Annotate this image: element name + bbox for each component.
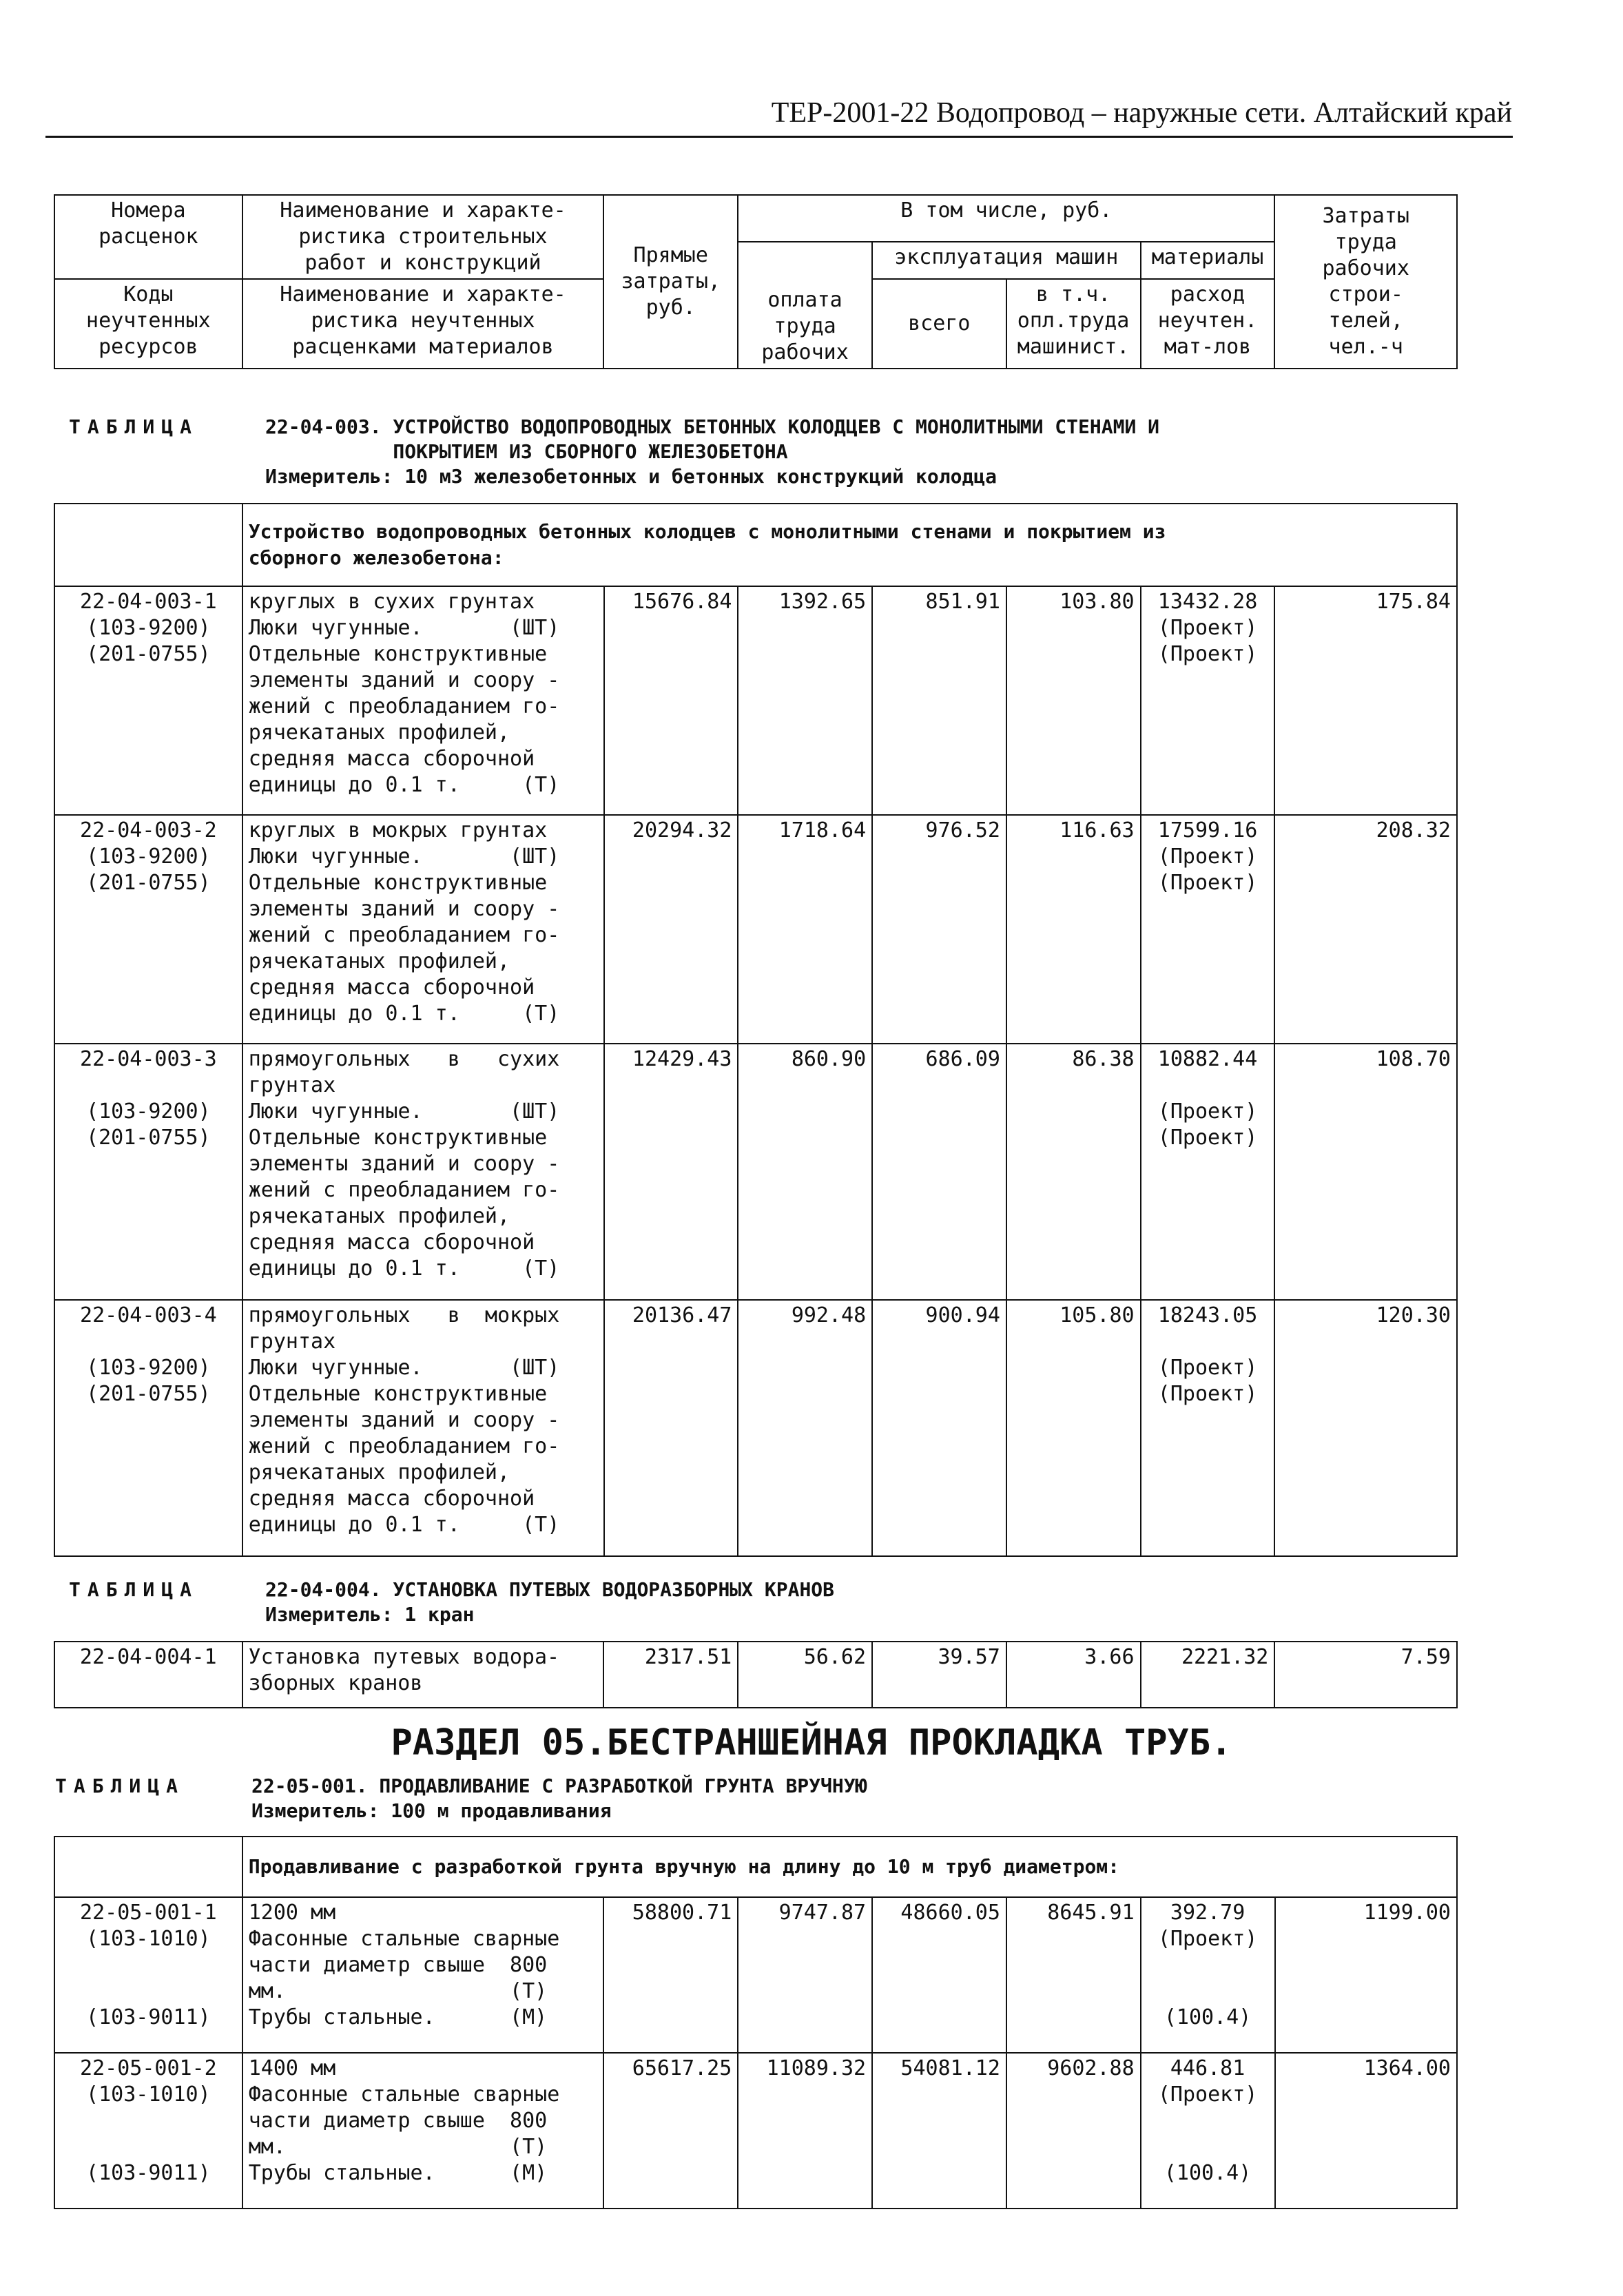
row-wages: 11089.32 [738,2053,872,2209]
row-name: прямоугольных в сухих грунтах Люки чугунные. (ШТ) Отдельные конструктивные элементы зданий и соору - жений с преобладанием го- рячекатаных профилей, средняя масса сборочной единицы до 0.1 т. (Т) [242,1044,604,1300]
row-materials: 17599.16 (Проект) (Проект) [1141,815,1275,1044]
col-name-bottom: Наименование и характе- ристика неучтенных расценками материалов [242,279,604,369]
table-unit: Измеритель: 1 кран [265,1603,475,1626]
table-row [54,1044,1457,1300]
col-machines: эксплуатация машин [872,242,1141,279]
row-machinist: 103.80 [1006,586,1141,815]
row-labor: 108.70 [1274,1044,1457,1300]
row-materials: 446.81 (Проект) (100.4) [1141,2053,1275,2209]
row-codes: 22-04-003-4 (103-9200) (201-0755) [54,1300,242,1556]
col-materials-sub: расход неучтен. мат-лов [1141,279,1275,369]
row-labor: 1199.00 [1275,1897,1458,2053]
row-name: Установка путевых водора- зборных кранов [242,1642,604,1708]
group-spacer [54,504,242,586]
row-wages: 992.48 [738,1300,872,1556]
row-machines: 686.09 [872,1044,1006,1300]
row-direct: 20294.32 [604,815,738,1044]
row-direct: 15676.84 [604,586,738,815]
row-name: круглых в сухих грунтах Люки чугунные. (ШТ) Отдельные конструктивные элементы зданий и соору - жений с преобладанием го- рячекатаных профилей, средняя масса сборочной единицы до 0.1 т. (Т) [242,586,604,815]
table-row [54,815,1457,1044]
col-codes-bottom: Коды неучтенных ресурсов [54,279,242,369]
row-machines: 900.94 [872,1300,1006,1556]
table-title: 22-04-004. УСТАНОВКА ПУТЕВЫХ ВОДОРАЗБОРНЫХ КРАНОВ [265,1578,835,1601]
row-labor: 1364.00 [1275,2053,1458,2209]
row-machines: 851.91 [872,586,1006,815]
row-machinist: 8645.91 [1006,1897,1141,2053]
row-name: круглых в мокрых грунтах Люки чугунные. (ШТ) Отдельные конструктивные элементы зданий и соору - жений с преобладанием го- рячекатаных профилей, средняя масса сборочной единицы до 0.1 т. (Т) [242,815,604,1044]
table-row [54,2053,1457,2209]
row-machinist: 9602.88 [1006,2053,1141,2209]
page-header: ТЕР-2001-22 Водопровод – наружные сети. Алтайский край [771,97,1512,129]
row-labor: 208.32 [1274,815,1457,1044]
row-codes: 22-04-003-1 (103-9200) (201-0755) [54,586,242,815]
row-labor: 120.30 [1274,1300,1457,1556]
row-machinist: 86.38 [1006,1044,1141,1300]
row-machines: 48660.05 [872,1897,1006,2053]
group-title: Продавливание с разработкой грунта вручную на длину до 10 м труб диаметром: [242,1837,1457,1897]
row-codes: 22-05-001-2 (103-1010) (103-9011) [54,2053,242,2209]
column-header-table [54,194,1458,369]
col-direct-costs: Прямые затраты, руб. [603,195,738,369]
col-labor: Затраты труда рабочих строи- телей, чел.-ч [1274,195,1457,369]
row-materials: 18243.05 (Проект) (Проект) [1141,1300,1275,1556]
table-003-caption [69,415,1488,489]
col-machinist-wages: в т.ч. опл.труда машинист. [1006,279,1141,369]
table-label: ТАБЛИЦА [55,1775,185,1797]
table-004 [54,1641,1458,1708]
table-005 [54,1836,1458,2209]
row-wages: 9747.87 [738,1897,872,2053]
table-label: ТАБЛИЦА [69,1578,199,1601]
row-codes: 22-04-004-1 [54,1642,242,1708]
col-materials: материалы [1141,242,1275,279]
table-005-caption [55,1774,1488,1823]
header-rule [45,136,1513,138]
row-codes: 22-05-001-1 (103-1010) (103-9011) [54,1897,242,2053]
row-materials: 2221.32 [1141,1642,1275,1708]
table-003 [54,503,1458,1557]
table-unit: Измеритель: 10 м3 железобетонных и бетонных конструкций колодца [265,465,997,488]
row-materials: 13432.28 (Проект) (Проект) [1141,586,1275,815]
row-direct: 12429.43 [604,1044,738,1300]
table-row [54,1897,1457,2053]
row-materials: 10882.44 (Проект) (Проект) [1141,1044,1275,1300]
row-direct: 58800.71 [603,1897,738,2053]
row-wages: 1718.64 [738,815,872,1044]
row-machines: 54081.12 [872,2053,1006,2209]
row-name: прямоугольных в мокрых грунтах Люки чугунные. (ШТ) Отдельные конструктивные элементы зданий и соору - жений с преобладанием го- рячекатаных профилей, средняя масса сборочной единицы до 0.1 т. (Т) [242,1300,604,1556]
col-wages: оплата труда рабочих [738,242,872,369]
table-title: 22-04-003. УСТРОЙСТВО ВОДОПРОВОДНЫХ БЕТОННЫХ КОЛОДЦЕВ С МОНОЛИТНЫМИ СТЕНАМИ И ПОКРЫТИЕМ ИЗ СБОРНОГО ЖЕЛЕЗОБЕТОНА [265,415,1160,463]
table-label: ТАБЛИЦА [69,415,199,438]
row-machinist: 3.66 [1006,1642,1141,1708]
row-machines: 976.52 [872,815,1006,1044]
col-codes-top: Номера расценок [54,195,242,279]
table-title: 22-05-001. ПРОДАВЛИВАНИЕ С РАЗРАБОТКОЙ ГРУНТА ВРУЧНУЮ [251,1775,867,1797]
row-machines: 39.57 [872,1642,1006,1708]
row-labor: 7.59 [1274,1642,1457,1708]
row-direct: 20136.47 [604,1300,738,1556]
row-name: 1400 мм Фасонные стальные сварные части диаметр свыше 800 мм. (Т) Трубы стальные. (М) [242,2053,604,2209]
col-including: В том числе, руб. [738,195,1274,242]
group-title: Устройство водопроводных бетонных колодцев с монолитными стенами и покрытием из сборного железобетона: [242,504,1457,586]
group-spacer [54,1837,242,1897]
col-machines-total: всего [872,279,1006,369]
row-wages: 860.90 [738,1044,872,1300]
row-wages: 56.62 [738,1642,872,1708]
row-labor: 175.84 [1274,586,1457,815]
row-machinist: 116.63 [1006,815,1141,1044]
row-wages: 1392.65 [738,586,872,815]
row-direct: 2317.51 [603,1642,738,1708]
row-codes: 22-04-003-3 (103-9200) (201-0755) [54,1044,242,1300]
section-title: РАЗДЕЛ 05.БЕСТРАНШЕЙНАЯ ПРОКЛАДКА ТРУБ. [391,1722,1232,1764]
table-004-caption [69,1578,1488,1627]
table-row [54,1642,1457,1708]
table-row [54,586,1457,815]
row-name: 1200 мм Фасонные стальные сварные части диаметр свыше 800 мм. (Т) Трубы стальные. (М) [242,1897,604,2053]
table-unit: Измеритель: 100 м продавливания [251,1799,612,1822]
row-machinist: 105.80 [1006,1300,1141,1556]
row-materials: 392.79 (Проект) (100.4) [1141,1897,1275,2053]
row-codes: 22-04-003-2 (103-9200) (201-0755) [54,815,242,1044]
row-direct: 65617.25 [603,2053,738,2209]
col-name-top: Наименование и характе- ристика строительных работ и конструкций [242,195,604,279]
table-row [54,1300,1457,1556]
